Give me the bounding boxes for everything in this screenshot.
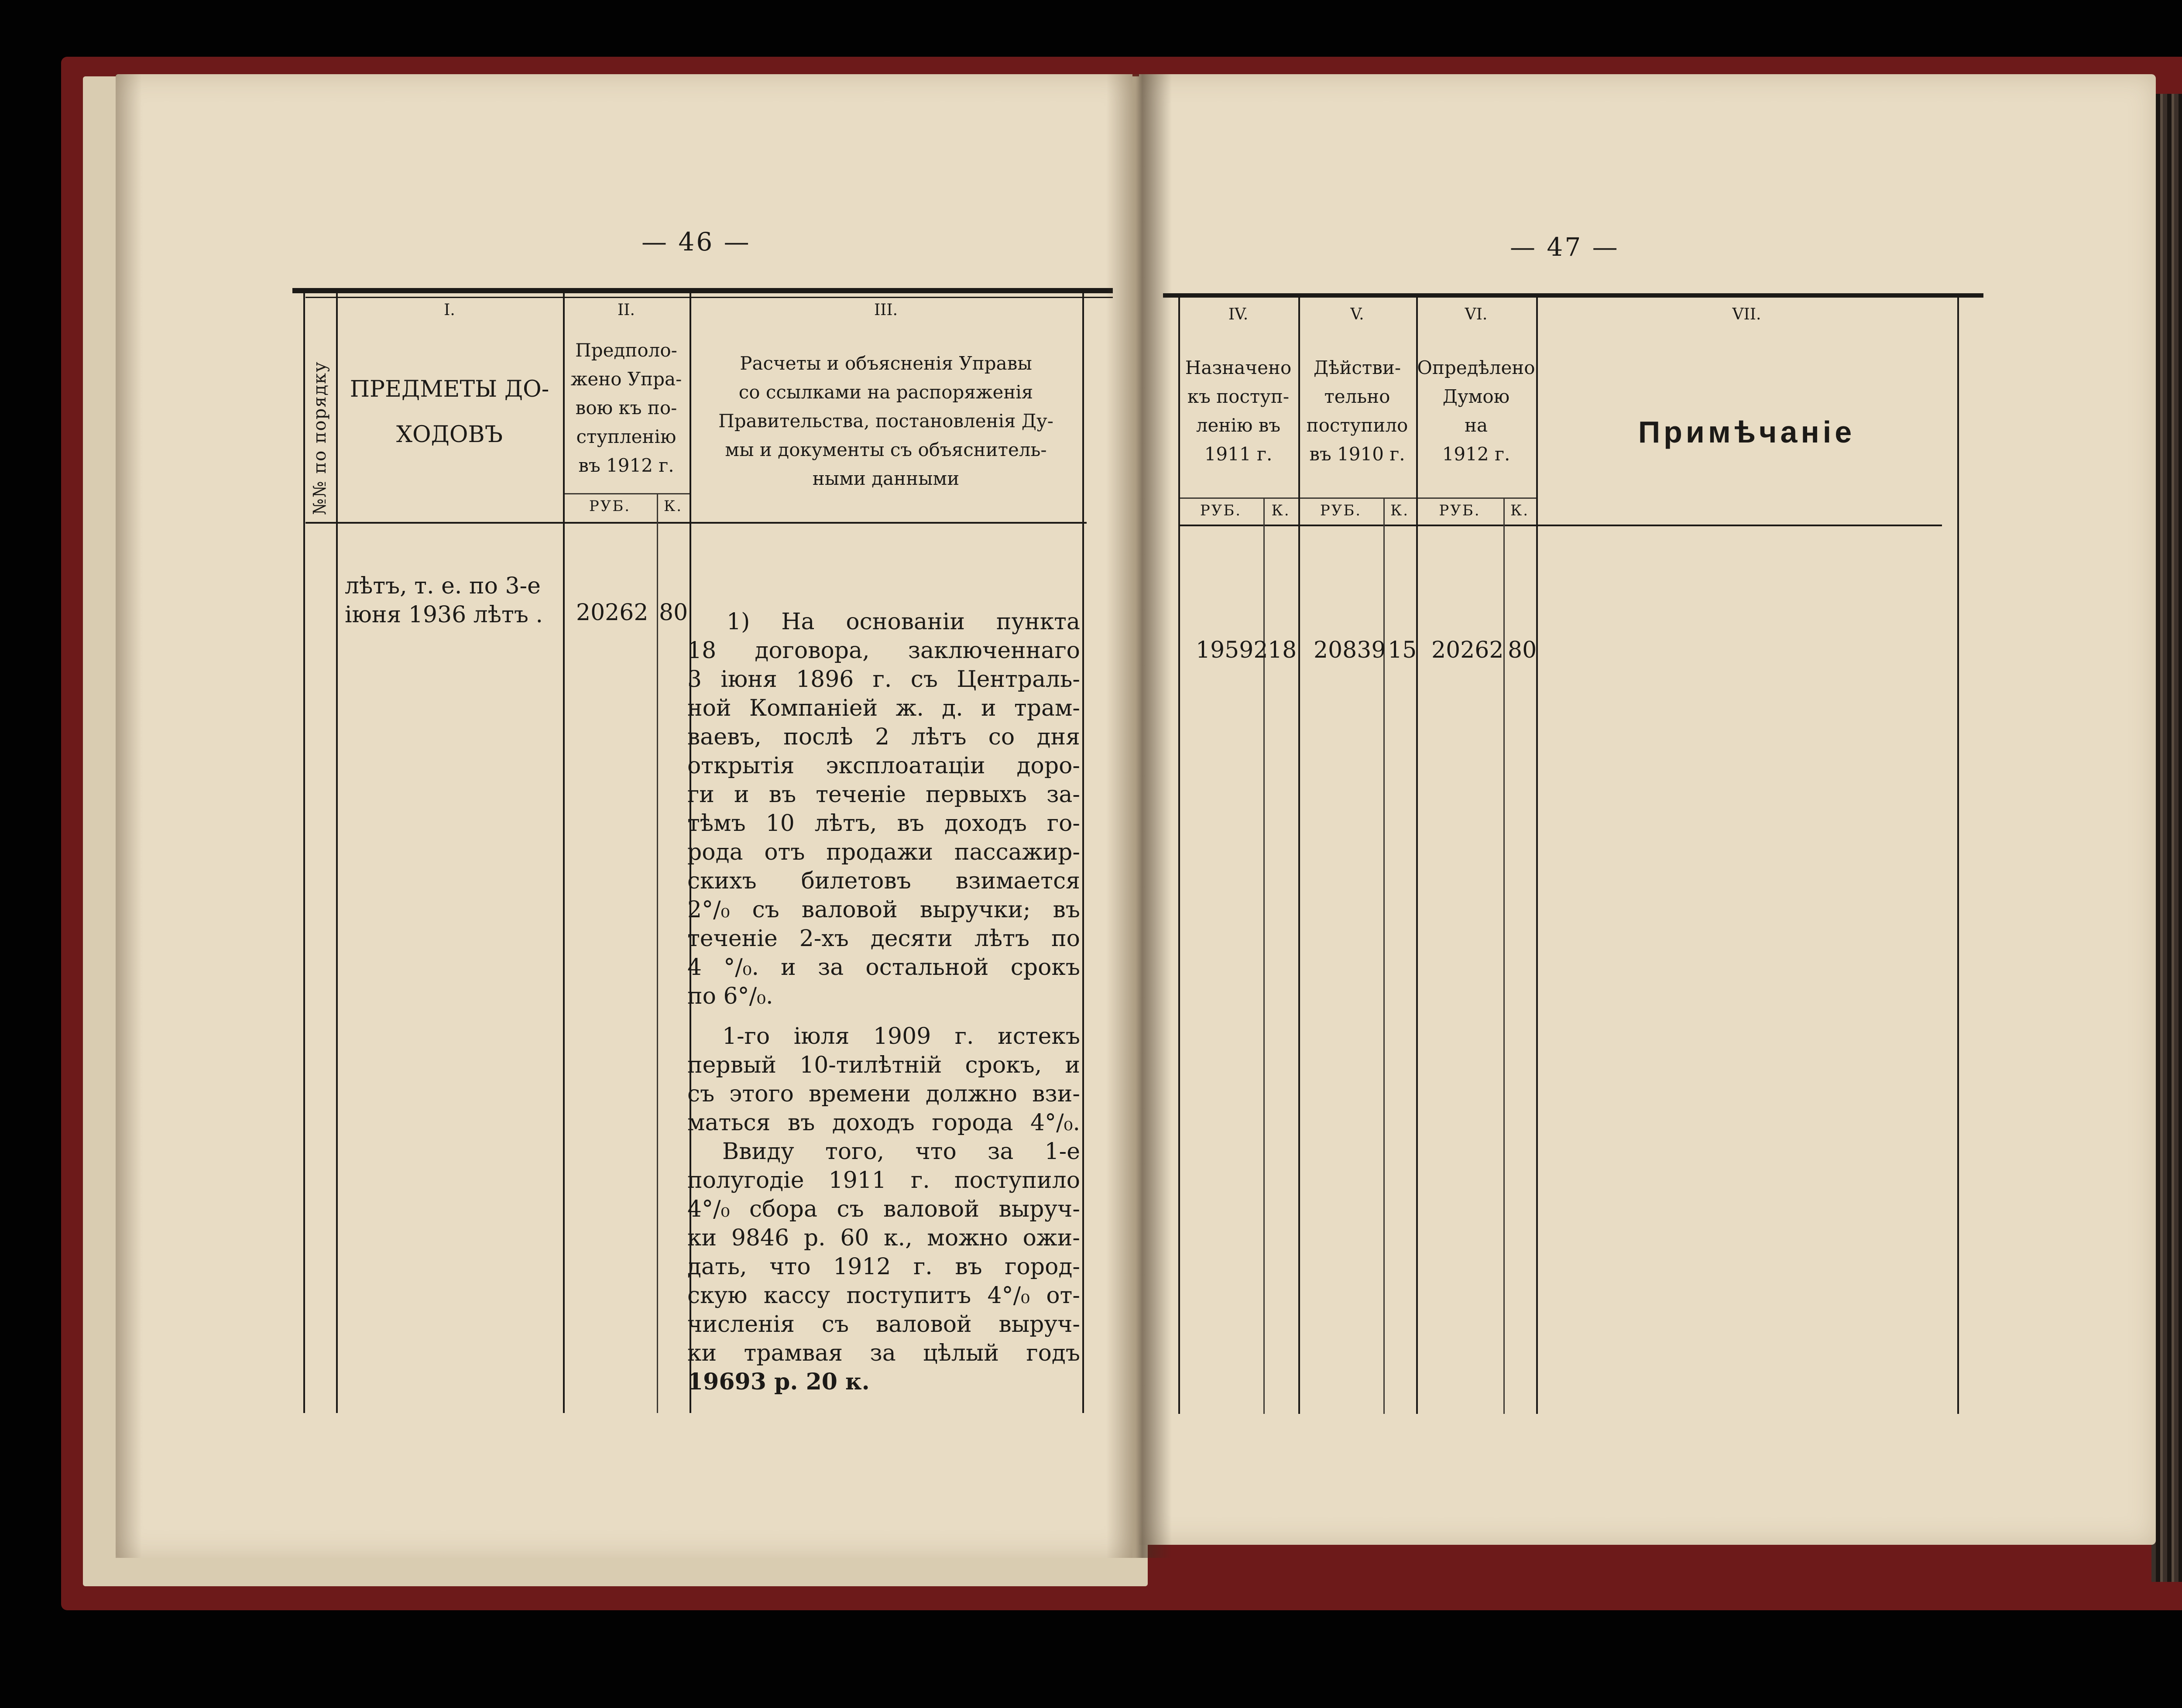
table-top-rule (292, 288, 1113, 293)
col5-roman: V. (1350, 305, 1364, 323)
c4-kop: 18 (1268, 637, 1297, 663)
row-subject: лѣтъ, т. е. по 3-е іюня 1936 лѣтъ . (345, 573, 543, 628)
explanation-paragraph-1: 1) На основаніи пункта 18 договора, заключеннаго 3 іюня 1896 г. съ Централь- ной Компаніей ж. д. и трам- ваевъ, послѣ 2 лѣтъ со дня открытія эксплоатаціи доро- ги и въ теченіе первыхъ за- тѣмъ 10 лѣтъ, въ доходъ го- рода отъ продажи пассажир- скихъ билетовъ взимается 2°/₀ съ валовой выручки; въ теченіе 2-хъ десяти лѣтъ по 4 °/₀. и за остальной срокъ по 6°/₀. (687, 609, 1080, 1009)
col2-roman: II. (618, 301, 635, 319)
col2-unit-rub: РУБ. (589, 497, 631, 515)
col6-unit-rub: РУБ. (1439, 502, 1481, 519)
col2-title: Предполо- жено Упра- вою къ по- ступленію въ 1912 г. (570, 340, 682, 476)
row-amount-rub: 20262 (576, 600, 648, 626)
col3-title: Расчеты и объясненія Управы со ссылками на распоряженія Правительства, постановленія Ду- мы и документы съ объяснитель- ными данными (718, 353, 1053, 489)
c5-kop: 15 (1388, 637, 1417, 663)
header-bottom-rule (305, 522, 1087, 524)
col6-unit-kop: К. (1510, 502, 1530, 519)
col1-roman: I. (444, 301, 455, 319)
col4-roman: IV. (1228, 305, 1249, 323)
col4-title: Назначено къ поступ- ленію въ 1911 г. (1185, 357, 1292, 465)
col5-unit-rub: РУБ. (1320, 502, 1362, 519)
col6-title: Опредѣлено Думою на 1912 г. (1417, 357, 1535, 465)
book-gutter (1106, 74, 1172, 1558)
c5-rub: 20839 (1314, 637, 1386, 663)
col5-unit-kop: К. (1390, 502, 1410, 519)
c4-rub: 19592 (1196, 637, 1268, 663)
header-row-number: №№ по порядку (310, 361, 330, 515)
col7-roman: VII. (1732, 305, 1761, 323)
page-edges (2151, 94, 2182, 1582)
col3-roman: III. (874, 301, 898, 319)
col7-title: Примѣчаніе (1638, 415, 1856, 449)
row-amount-kop: 80 (659, 600, 688, 626)
page-number-right: — 47 — (1510, 232, 1619, 262)
c6-kop: 80 (1508, 637, 1537, 663)
col4-unit-kop: К. (1271, 502, 1290, 519)
explanation-paragraph-2: 1-го іюля 1909 г. истекъ первый 10-тилѣтній срокъ, и съ этого времени должно взи- маться въ доходъ города 4°/₀. Ввиду того, что за 1-е полугодіе 1911 г. поступило 4°/₀ сбора съ валовой выруч- ки 9846 р. 60 к., можно ожи- дать, что 1912 г. въ город- скую кассу поступитъ 4°/₀ от- численія съ валовой выруч- ки трамвая за цѣлый годъ 19693 р. 20 к. (687, 1023, 1080, 1395)
col2-unit-kop: К. (663, 497, 683, 515)
page-number-left: — 46 — (642, 227, 751, 257)
col4-unit-rub: РУБ. (1200, 502, 1242, 519)
col5-title: Дѣйстви- тельно поступило въ 1910 г. (1306, 357, 1408, 465)
table-top-rule-right (1163, 293, 1983, 298)
col1-title: ПРЕДМЕТЫ ДО- ХОДОВЪ (350, 376, 549, 448)
col6-roman: VI. (1465, 305, 1488, 323)
c6-rub: 20262 (1431, 637, 1504, 663)
